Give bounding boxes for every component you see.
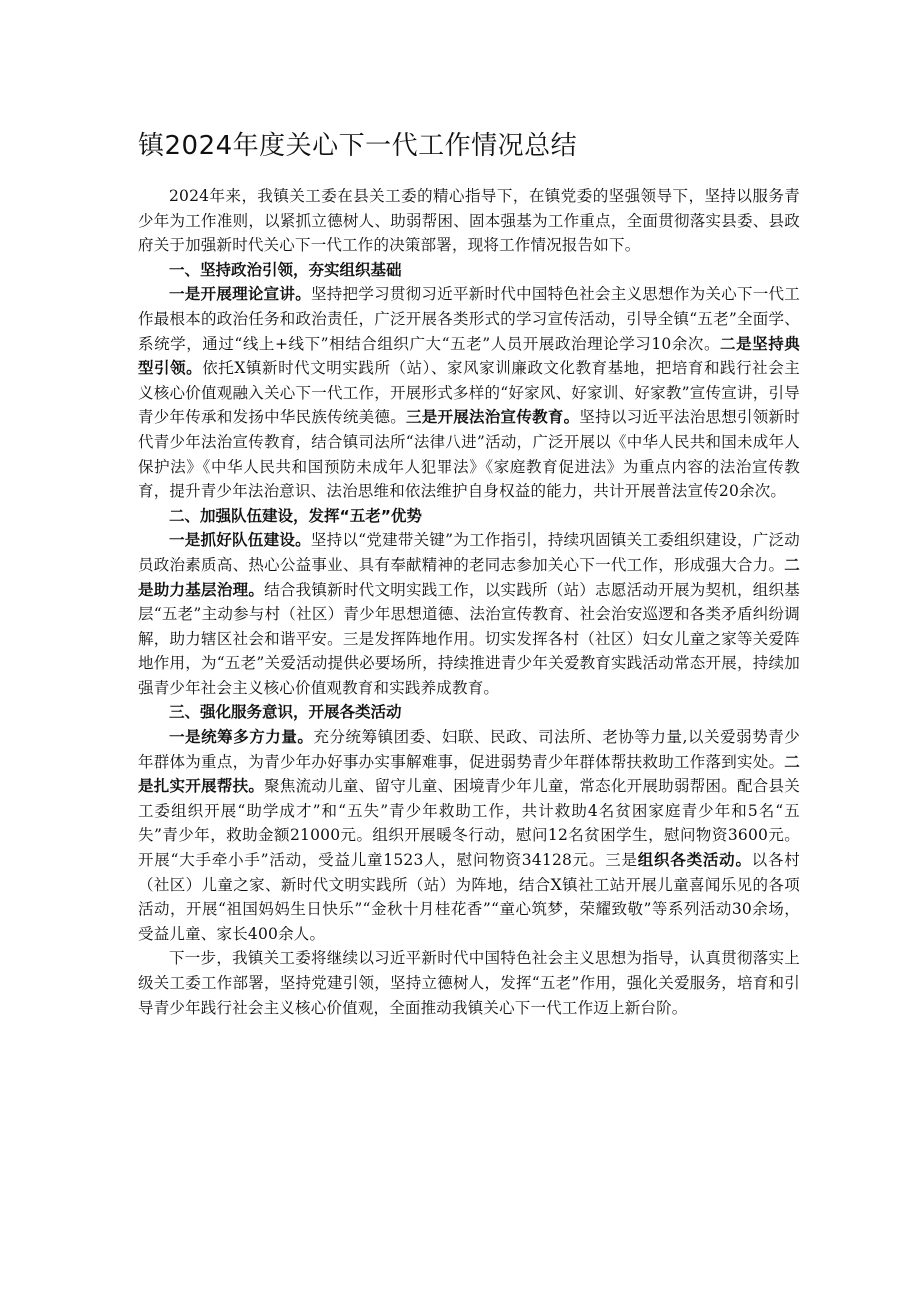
section-3-paragraph bbox=[138, 725, 800, 946]
section-3-lead-3: 组织各类活动。 bbox=[637, 851, 752, 870]
document-page bbox=[138, 128, 800, 1020]
section-3-lead-2: 二是扎实开展帮扶。 bbox=[138, 752, 800, 796]
section-2-text-1: 坚持以“党建带关键”为工作指引，持续巩固镇关工委组织建设，广泛动员政治素质高、热心公益事业、具有奉献精神的老同志参加关心下一代工作，形成强大合力。 bbox=[138, 531, 800, 574]
closing-paragraph: 下一步，我镇关工委将继续以习近平新时代中国特色社会主义思想为指导，认真贯彻落实上级关工委工作部署，坚持党建引领，坚持立德树人，发挥“五老”作用，强化关爱服务，培育和引导青少年践行社会主义核心价值观，全面推动我镇关心下一代工作迈上新台阶。 bbox=[138, 949, 800, 1017]
section-2-paragraph bbox=[138, 528, 800, 700]
section-1-lead-1: 一是开展理论宣讲。 bbox=[169, 285, 311, 304]
section-2-lead-1: 一是抓好队伍建设。 bbox=[169, 531, 311, 550]
section-1-lead-3: 三是开展法治宣传教育。 bbox=[405, 408, 580, 427]
intro-paragraph: 2024年来，我镇关工委在县关工委的精心指导下，在镇党委的坚强领导下，坚持以服务青少年为工作准则，以紧抓立德树人、助弱帮困、固本强基为工作重点，全面贯彻落实县委、县政府关于加强新时代关心下一代工作的决策部署，现将工作情况报告如下。 bbox=[138, 187, 800, 255]
section-1-heading: 一、坚持政治引领，夯实组织基础 bbox=[169, 260, 402, 279]
section-3-text-2: 聚焦流动儿童、留守儿童、困境青少年儿童，常态化开展助弱帮困。配合县关工委组织开展“助学成才”和“五失”青少年救助工作，共计救助4名贫困家庭青少年和5名“五失”青少年，救助金额21000元。组织开展暖冬行动，慰问12名贫困学生，慰问物资3600元。开展“大手牵小手”活动，受益儿童1523人，慰问物资34128元。三是 bbox=[138, 777, 800, 870]
section-3-lead-1: 一是统筹多方力量。 bbox=[169, 728, 314, 747]
section-1-text-1: 坚持把学习贯彻习近平新时代中国特色社会主义思想作为关心下一代工作最根本的政治任务和政治责任，广泛开展各类形式的学习宣传活动，引导全镇“五老”全面学、系统学，通过“线上+线下”相结合组织广大“五老”人员开展政治理论学习10余次。 bbox=[138, 285, 800, 353]
document-title: 镇2024年度关心下一代工作情况总结 bbox=[138, 131, 578, 161]
section-2-heading: 二、加强队伍建设，发挥“五老”优势 bbox=[169, 506, 422, 525]
section-3-heading: 三、强化服务意识，开展各类活动 bbox=[169, 703, 402, 722]
section-1-text-3: 坚持以习近平法治思想引领新时代青少年法治宣传教育，结合镇司法所“法律八进”活动，广泛开展以《中华人民共和国未成年人保护法》《中华人民共和国预防未成年人犯罪法》《家庭教育促进法》为重点内容的法治宣传教育，提升青少年法治意识、法治思维和依法维护自身权益的能力，共计开展普法宣传20余次。 bbox=[138, 408, 801, 501]
section-3-text-3: 以各村（社区）儿童之家、新时代文明实践所（站）为阵地，结合X镇社工站开展儿童喜闻乐见的各项活动，开展“祖国妈妈生日快乐”“金秋十月桂花香”“童心筑梦，荣耀致敬”等系列活动30余场，受益儿童、家长400余人。 bbox=[138, 851, 800, 943]
section-1-paragraph bbox=[138, 282, 800, 503]
section-2-lead-2: 二是助力基层治理。 bbox=[138, 555, 800, 599]
section-1-lead-2: 二是坚持典型引领。 bbox=[138, 334, 800, 378]
section-1-text-2: 依托X镇新时代文明实践所（站）、家风家训廉政文化教育基地，把培育和践行社会主义核心价值观融入关心下一代工作，开展形式多样的“好家风、好家训、好家教”宣传宣讲，引导青少年传承和发扬中华民族传统美德。 bbox=[138, 359, 800, 427]
section-3-text-1: 充分统筹镇团委、妇联、民政、司法所、老协等力量,以关爱弱势青少年群体为重点，为青少年办好事办实事解难事，促进弱势青少年群体帮扶救助工作落到实处。 bbox=[138, 728, 800, 771]
section-2-text-2: 结合我镇新时代文明实践工作，以实践所（站）志愿活动开展为契机，组织基层“五老”主动参与村（社区）青少年思想道德、法治宣传教育、社会治安巡逻和各类矛盾纠纷调解，助力辖区社会和谐平安。三是发挥阵地作用。切实发挥各村（社区）妇女儿童之家等关爱阵地作用，为“五老”关爱活动提供必要场所，持续推进青少年关爱教育实践活动常态开展，持续加强青少年社会主义核心价值观教育和实践养成教育。 bbox=[138, 580, 800, 697]
